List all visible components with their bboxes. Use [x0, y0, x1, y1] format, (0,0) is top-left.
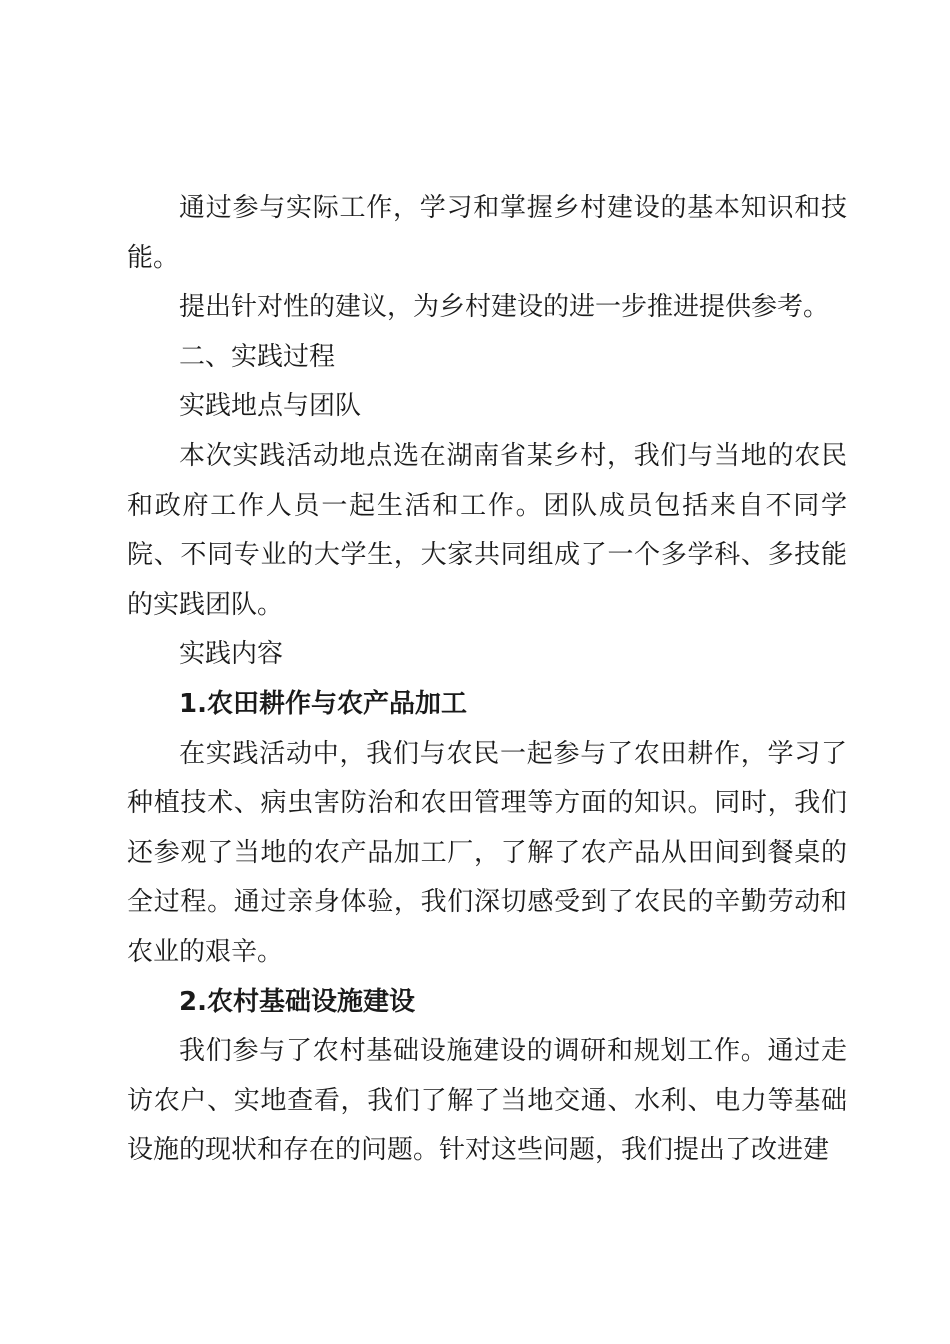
- section-heading-practice-process: 二、实践过程: [179, 341, 336, 372]
- subheading-farming-processing: 1.农田耕作与农产品加工: [179, 688, 467, 719]
- paragraph-objective-suggestions: 提出针对性的建议，为乡村建设的进一步推进提供参考。: [179, 292, 830, 323]
- paragraph-infrastructure: 我们参与了农村基础设施建设的调研和规划工作。通过走访农户、实地查看，我们了解了当地交通、水利、电力等基础设施的现状和存在的问题。针对这些问题，我们提出了改进建: [127, 1036, 847, 1166]
- subheading-location-team: 实践地点与团队: [179, 391, 362, 422]
- document-body: [127, 184, 847, 1176]
- paragraph-objective-skills: 通过参与实际工作，学习和掌握乡村建设的基本知识和技能。: [127, 193, 847, 273]
- paragraph-farming-processing: 在实践活动中，我们与农民一起参与了农田耕作，学习了种植技术、病虫害防治和农田管理等方面的知识。同时，我们还参观了当地的农产品加工厂，了解了农产品从田间到餐桌的全过程。通过亲身体验，我们深切感受到了农民的辛勤劳动和农业的艰辛。: [127, 738, 847, 967]
- subheading-practice-content: 实践内容: [179, 639, 284, 670]
- paragraph-location-team: 本次实践活动地点选在湖南省某乡村，我们与当地的农民和政府工作人员一起生活和工作。团队成员包括来自不同学院、不同专业的大学生，大家共同组成了一个多学科、多技能的实践团队。: [127, 440, 847, 620]
- subheading-infrastructure: 2.农村基础设施建设: [179, 986, 415, 1017]
